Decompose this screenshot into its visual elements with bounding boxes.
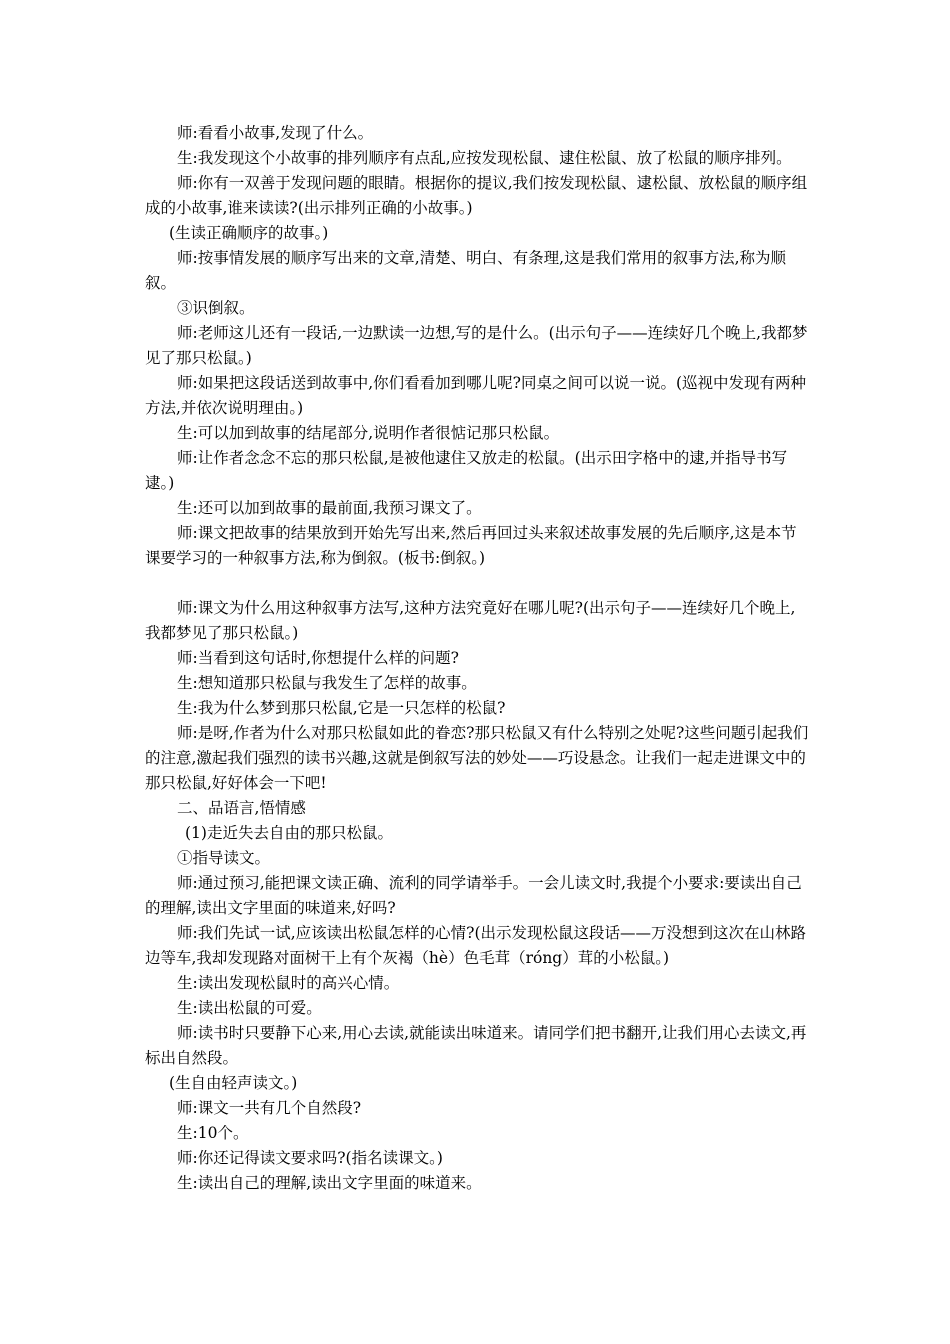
paragraph: 生:读出自己的理解,读出文字里面的味道来。: [177, 1174, 482, 1192]
blank-line: [145, 571, 810, 596]
paragraph: 生:读出松鼠的可爱。: [177, 999, 322, 1017]
paragraph: 师:通过预习,能把课文读正确、流利的同学请举手。一会儿读文时,我提个小要求:要读出自己的理解,读出文字里面的味道来,好吗?: [145, 874, 802, 917]
section-heading: ①指导读文。: [177, 849, 271, 867]
subsection-heading: (1)走近失去自由的那只松鼠。: [185, 824, 393, 842]
paragraph: 师:按事情发展的顺序写出来的文章,清楚、明白、有条理,这是我们常用的叙事方法,称为顺叙。: [145, 249, 787, 292]
paragraph: 师:如果把这段话送到故事中,你们看看加到哪儿呢?同桌之间可以说一说。(巡视中发现有两种方法,并依次说明理由。): [145, 374, 807, 417]
paragraph: (生读正确顺序的故事。): [169, 224, 329, 242]
paragraph: 师:课文把故事的结果放到开始先写出来,然后再回过头来叙述故事发展的先后顺序,这是本节课要学习的一种叙事方法,称为倒叙。(板书:倒叙。): [145, 524, 797, 567]
paragraph: 生:还可以加到故事的最前面,我预习课文了。: [177, 499, 482, 517]
paragraph: 生:可以加到故事的结尾部分,说明作者很惦记那只松鼠。: [177, 424, 560, 442]
paragraph: 师:课文一共有几个自然段?: [177, 1099, 362, 1117]
section-heading: 二、品语言,悟情感: [177, 799, 306, 817]
paragraph: 生:我为什么梦到那只松鼠,它是一只怎样的松鼠?: [177, 699, 506, 717]
paragraph: 师:看看小故事,发现了什么。: [177, 124, 374, 142]
paragraph: 师:让作者念念不忘的那只松鼠,是被他逮住又放走的松鼠。(出示田字格中的逮,并指导书写逮。): [145, 449, 788, 492]
paragraph: 师:是呀,作者为什么对那只松鼠如此的眷恋?那只松鼠又有什么特别之处呢?这些问题引起我们的注意,激起我们强烈的读书兴趣,这就是倒叙写法的妙处——巧设悬念。让我们一起走进课文中的那只松鼠,好好体会一下吧!: [145, 724, 809, 792]
section-heading: ③识倒叙。: [177, 299, 255, 317]
paragraph: (生自由轻声读文。): [169, 1074, 298, 1092]
paragraph: 师:你还记得读文要求吗?(指名读课文。): [177, 1149, 443, 1167]
paragraph: 师:你有一双善于发现问题的眼睛。根据你的提议,我们按发现松鼠、逮松鼠、放松鼠的顺序组成的小故事,谁来读读?(出示排列正确的小故事。): [145, 174, 808, 217]
paragraph: 生:10个。: [177, 1124, 249, 1142]
paragraph: 生:我发现这个小故事的排列顺序有点乱,应按发现松鼠、逮住松鼠、放了松鼠的顺序排列。: [177, 149, 792, 167]
paragraph: 师:当看到这句话时,你想提什么样的问题?: [177, 649, 459, 667]
paragraph: 师:课文为什么用这种叙事方法写,这种方法究竟好在哪儿呢?(出示句子——连续好几个晚上,我都梦见了那只松鼠。): [145, 599, 796, 642]
paragraph: 师:老师这儿还有一段话,一边默读一边想,写的是什么。(出示句子——连续好几个晚上,我都梦见了那只松鼠。): [145, 324, 808, 367]
paragraph: 师:读书时只要静下心来,用心去读,就能读出味道来。请同学们把书翻开,让我们用心去读文,再标出自然段。: [145, 1024, 807, 1067]
lesson-transcript: [145, 121, 810, 1196]
paragraph: 生:想知道那只松鼠与我发生了怎样的故事。: [177, 674, 477, 692]
paragraph: 生:读出发现松鼠时的高兴心情。: [177, 974, 400, 992]
paragraph: 师:我们先试一试,应该读出松鼠怎样的心情?(出示发现松鼠这段话——万没想到这次在山林路边等车,我却发现路对面树干上有个灰褐（hè）色毛茸（róng）茸的小松鼠。): [145, 924, 807, 967]
